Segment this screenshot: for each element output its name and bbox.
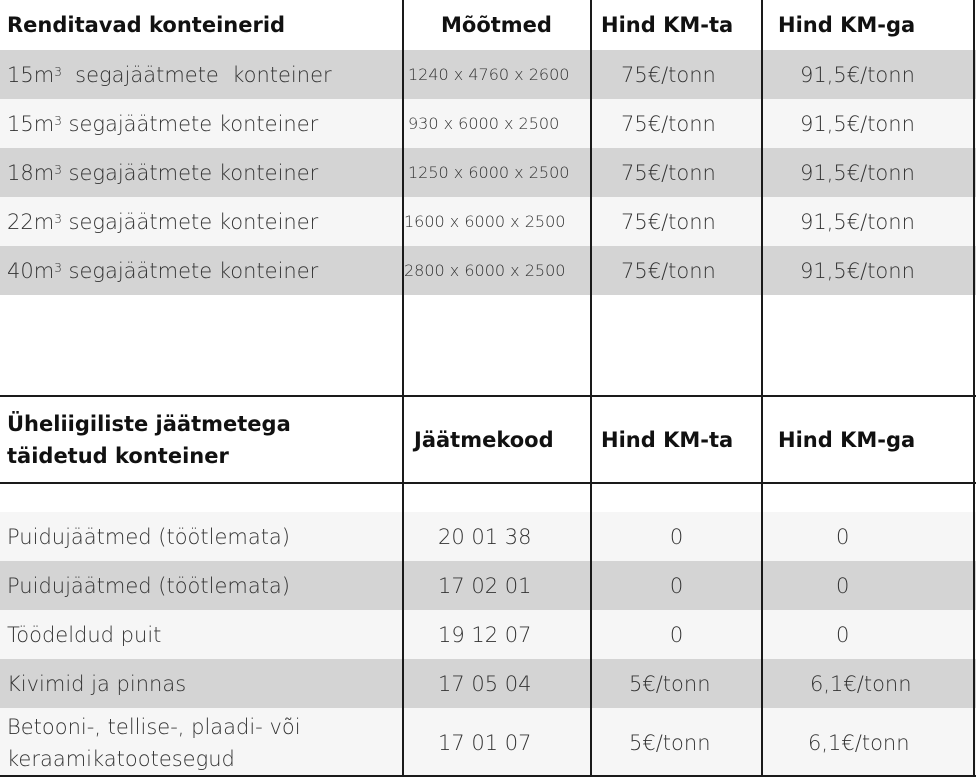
table1-header-price-net: Hind KM-ta [601,13,734,37]
price-gross: 91,5€/tonn [800,209,915,234]
waste-name: Töödeldud puit [7,622,162,647]
waste-name: Puidujäätmed (töötlemata) [7,524,290,549]
price-net: 0 [669,622,684,647]
price-net: 5€/tonn [629,671,711,696]
cubic-superscript: 3 [54,211,62,226]
cubic-superscript: 3 [54,162,62,177]
table-row [0,197,976,246]
cubic-superscript: 3 [54,260,62,275]
price-gross: 91,5€/tonn [800,111,915,136]
price-net: 5€/tonn [629,730,711,755]
waste-name: Betooni-, tellise-, plaadi- või keraamikatootesegud [7,714,301,771]
table-row [0,148,976,197]
container-name [0,99,403,148]
cubic-superscript: 3 [54,113,62,128]
table1-header-dimensions: Mõõtmed [441,13,552,37]
price-net: 0 [669,524,684,549]
table-row [0,246,976,295]
price-net: 75€/tonn [621,160,716,185]
waste-name: Kivimid ja pinnas [7,671,187,696]
price-gross: 0 [836,524,850,549]
price-net: 75€/tonn [621,258,716,283]
table2-header-container: Üheliigiliste jäätmetega täidetud konteiner [7,411,291,468]
table-row [0,610,976,659]
row-divider [0,482,976,484]
table-row [0,50,976,99]
container-dimensions: 1250 x 6000 x 2500 [408,163,570,182]
waste-name: Puidujäätmed (töötlemata) [7,573,290,598]
column-divider [973,0,975,777]
container-dimensions: 2800 x 6000 x 2500 [404,261,566,280]
container-label: segajäätmete konteiner [61,258,319,283]
container-name [0,50,403,99]
container-dimensions: 930 x 6000 x 2500 [408,114,560,133]
price-gross: 91,5€/tonn [800,160,915,185]
container-name [0,246,403,295]
container-label: segajäätmete konteiner [61,209,319,234]
table2-header-row [0,396,976,483]
table-row [0,99,976,148]
price-net: 75€/tonn [621,209,716,234]
column-divider [761,0,763,777]
price-net: 0 [669,573,684,598]
price-gross: 91,5€/tonn [800,62,915,87]
container-dimensions: 1600 x 6000 x 2500 [404,212,566,231]
column-divider [590,0,592,777]
waste-code: 17 05 04 [438,671,532,696]
container-name [0,148,403,197]
table2-header-waste-code: Jäätmekood [414,427,554,452]
table2-header-price-gross: Hind KM-ga [778,427,916,452]
table1-header-container: Renditavad konteinerid [7,13,286,37]
cubic-superscript: 3 [54,64,62,79]
table2-header-price-net: Hind KM-ta [601,427,734,452]
container-size: 18m [7,160,55,185]
container-label: segajäätmete konteiner [61,62,332,87]
price-gross: 91,5€/tonn [800,258,915,283]
price-gross: 6,1€/tonn [810,671,912,696]
row-divider [0,395,976,397]
container-size: 22m [7,209,55,234]
table-row [0,659,976,708]
container-name [0,197,403,246]
waste-code: 17 02 01 [438,573,532,598]
column-divider [402,0,404,777]
price-net: 75€/tonn [621,62,716,87]
waste-code: 20 01 38 [438,524,532,549]
container-size: 15m [7,62,55,87]
table1-header-row [0,0,976,50]
waste-code: 17 01 07 [438,730,532,755]
container-dimensions: 1240 x 4760 x 2600 [408,65,570,84]
spacer-row [0,483,976,512]
container-size: 40m [7,258,55,283]
price-gross: 0 [836,573,850,598]
container-size: 15m [7,111,55,136]
price-net: 75€/tonn [621,111,716,136]
table-row [0,512,976,561]
price-gross: 0 [836,622,850,647]
container-label: segajäätmete konteiner [61,111,319,136]
container-label: segajäätmete konteiner [61,160,319,185]
waste-code: 19 12 07 [438,622,532,647]
table1-header-price-gross: Hind KM-ga [778,13,916,37]
spacer-row [0,295,976,396]
table-row [0,708,976,777]
price-gross: 6,1€/tonn [808,730,910,755]
table-row [0,561,976,610]
